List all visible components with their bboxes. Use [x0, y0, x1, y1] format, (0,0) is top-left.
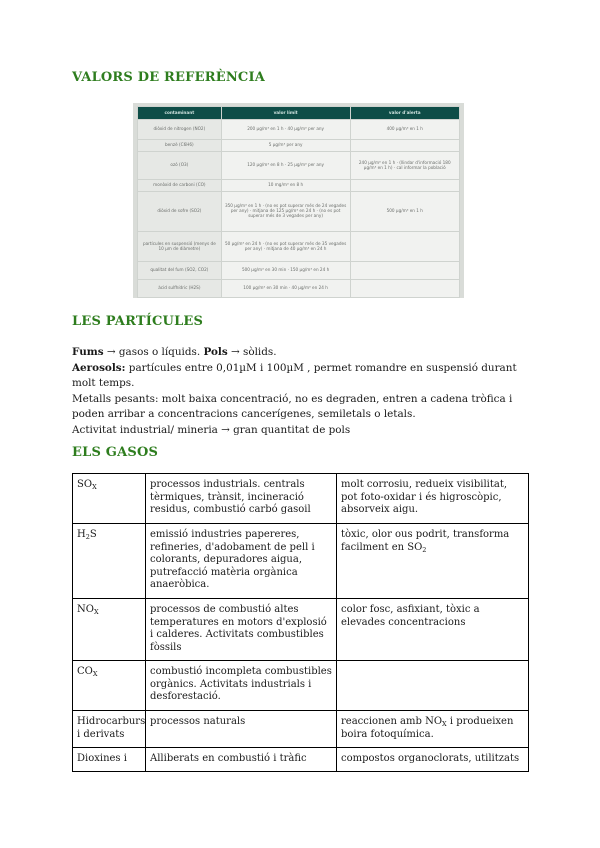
fums-label: Fums — [72, 346, 104, 358]
gas-effects — [337, 661, 529, 711]
gas-name: $CO_X$ — [73, 661, 146, 711]
gas-effects: tòxic, olor ous podrit, transforma facilment en $SO_2$ — [337, 524, 529, 599]
ref-row — [138, 140, 460, 152]
gas-row — [73, 661, 529, 711]
ref-alert — [350, 140, 459, 152]
ref-row — [138, 180, 460, 192]
gas-effects: molt corrosiu, redueix visibilitat, pot foto-oxidar i és higroscòpic, absorveix aigu. — [337, 474, 529, 524]
gas-sources: processos industrials. centrals tèrmiques, trànsit, incineració residus, combustió carbó gasoil — [146, 474, 337, 524]
fums-text: → gasos o líquids. — [103, 346, 204, 358]
gas-row — [73, 474, 529, 524]
gases-table — [72, 473, 529, 772]
gas-name: $NO_X$ — [73, 599, 146, 661]
reference-table-header — [138, 107, 460, 120]
gas-row — [73, 748, 529, 772]
fums-pols-line — [72, 345, 532, 361]
ref-limit: 200 µg/m³ en 1 h · 40 µg/m³ per any — [221, 120, 350, 140]
reference-values-table — [137, 106, 460, 298]
ref-pollutant: partícules en suspensió (menys de 10 µm de diàmetre) — [138, 232, 222, 262]
activitat-line: Activitat industrial/ mineria → gran quantitat de pols — [72, 423, 351, 436]
aerosols-label: Aerosols: — [72, 361, 126, 374]
ref-row — [138, 232, 460, 262]
particles-text — [72, 345, 532, 438]
section-title-valors: VALORS DE REFERÈNCIA — [72, 70, 266, 85]
ref-limit: 50 µg/m³ en 24 h · (no es pot superar més de 35 vegades per any) · mitjana de 40 µg/m³ en 24 h — [221, 232, 350, 262]
pols-text: → sòlids. — [227, 346, 277, 358]
ref-row — [138, 120, 460, 140]
pols-label: Pols — [203, 346, 228, 358]
ref-pollutant: benzè (C6H6) — [138, 140, 222, 152]
ref-limit: 10 mg/m³ en 8 h — [221, 180, 350, 192]
ref-pollutant: diòxid de sofre (SO2) — [138, 192, 222, 232]
gas-effects: compostos organoclorats, utilitzats — [337, 748, 529, 772]
gas-effects: reaccionen amb $NO_X$ i produeixen boira fotoquímica. — [337, 711, 529, 748]
ref-alert — [350, 280, 459, 298]
ref-alert — [350, 232, 459, 262]
gas-sources: combustió incompleta combustibles orgànics. Activitats industrials i desforestació. — [146, 661, 337, 711]
gas-name: $SO_X$ — [73, 474, 146, 524]
ref-header-cell: contaminant — [138, 107, 222, 120]
gas-sources: Alliberats en combustió i tràfic — [146, 748, 337, 772]
ref-row — [138, 280, 460, 298]
ref-pollutant: qualitat del fum (SO2, CO2) — [138, 262, 222, 280]
ref-row — [138, 152, 460, 180]
gas-row — [73, 599, 529, 661]
gas-row — [73, 524, 529, 599]
ref-row — [138, 262, 460, 280]
gas-name: Dioxines i — [73, 748, 146, 772]
gas-name: Hidrocarburs i derivats — [73, 711, 146, 748]
ref-pollutant: monòxid de carboni (CO) — [138, 180, 222, 192]
ref-header-cell: valor límit — [221, 107, 350, 120]
ref-alert: 400 µg/m³ en 1 h — [350, 120, 459, 140]
ref-alert: 240 µg/m³ en 1 h · (llindar d'informació 180 µg/m³ en 1 h) · cal informar la població — [350, 152, 459, 180]
ref-limit: 100 µg/m³ en 30 min · 40 µg/m³ en 24 h — [221, 280, 350, 298]
ref-limit: 500 µg/m³ en 30 min · 150 µg/m³ en 24 h — [221, 262, 350, 280]
ref-pollutant: ozó (O3) — [138, 152, 222, 180]
ref-limit: 5 µg/m³ per any — [221, 140, 350, 152]
gas-name: $H_2S$ — [73, 524, 146, 599]
ref-alert — [350, 180, 459, 192]
gas-sources: processos naturals — [146, 711, 337, 748]
metalls-line: Metalls pesants: molt baixa concentració, no es degraden, entren a cadena tròfica i poden arribar a concentracions cancerígenes, semiletals o letals. — [72, 392, 513, 420]
ref-alert — [350, 262, 459, 280]
gas-effects: color fosc, asfixiant, tòxic a elevades concentracions — [337, 599, 529, 661]
ref-pollutant: diòxid de nitrogen (NO2) — [138, 120, 222, 140]
section-title-particules: LES PARTÍCULES — [72, 314, 204, 329]
gas-sources: processos de combustió altes temperatures en motors d'explosió i calderes. Activitats combustibles fòssils — [146, 599, 337, 661]
ref-row — [138, 192, 460, 232]
aerosols-text: partícules entre 0,01µM i 100µM , permet romandre en suspensió durant molt temps. — [72, 361, 517, 389]
ref-header-cell: valor d'alerta — [350, 107, 459, 120]
gas-row — [73, 711, 529, 748]
gas-sources: emissió industries papereres, refineries, d'adobament de pell i colorants, depuradores aigua, putrefacció matèria orgànica anaeròbica. — [146, 524, 337, 599]
ref-limit: 350 µg/m³ en 1 h · (no es pot superar més de 24 vegades per any) · mitjana de 125 µg/m³ en 24 h · (no es pot superar més de 3 vegades per any) — [221, 192, 350, 232]
reference-values-table-image — [133, 103, 464, 298]
ref-limit: 120 µg/m³ en 8 h · 25 µg/m³ per any — [221, 152, 350, 180]
aerosols-line — [72, 361, 532, 392]
ref-alert: 500 µg/m³ en 1 h — [350, 192, 459, 232]
section-title-gasos: ELS GASOS — [72, 445, 159, 460]
ref-pollutant: àcid sulfhídric (H2S) — [138, 280, 222, 298]
